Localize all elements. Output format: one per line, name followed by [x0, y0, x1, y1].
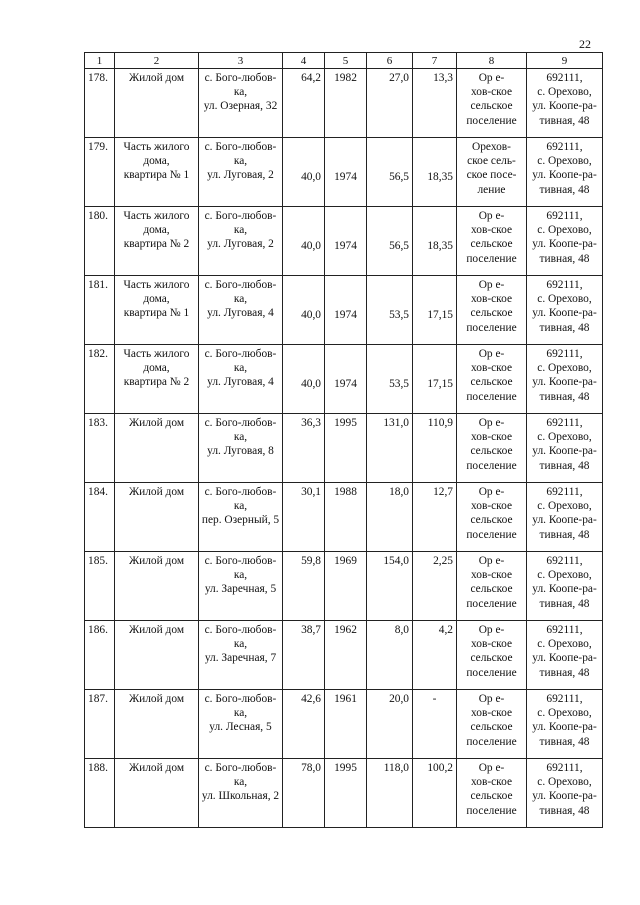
- cell-contact-line: 692111,: [546, 624, 583, 636]
- cell-owner-line: Ор е-: [478, 279, 505, 291]
- cell-owner-line: Ор е-: [478, 762, 505, 774]
- cell-contact-line: тивная, 48: [539, 528, 590, 541]
- cell-object-name-line: квартира № 2: [123, 376, 190, 389]
- cell-contact: [527, 345, 603, 414]
- cell-owner: [457, 138, 527, 207]
- cell-object-name-line: Часть жилого: [123, 141, 190, 153]
- cell-address-line: с. Бого-любов-: [204, 417, 277, 429]
- cell-contact: [527, 69, 603, 138]
- cell-owner-line: поселение: [466, 666, 517, 679]
- cell-number: 184.: [85, 483, 115, 552]
- cell-address-line: с. Бого-любов-: [204, 624, 277, 636]
- cell-owner-line: хов-ское: [470, 500, 513, 513]
- cell-contact-line: тивная, 48: [539, 321, 590, 334]
- table-row: [85, 414, 603, 483]
- cell-owner: [457, 483, 527, 552]
- table-body: [85, 69, 603, 828]
- column-header: 5: [325, 53, 367, 69]
- cell-address-line: пер. Озерный, 5: [201, 514, 280, 527]
- cell-area: 42,6: [283, 690, 325, 759]
- cell-value-6: 56,5: [367, 138, 413, 207]
- cell-contact-line: 692111,: [546, 210, 583, 222]
- cell-owner: [457, 276, 527, 345]
- cell-object-name: [115, 621, 199, 690]
- cell-owner-line: поселение: [466, 114, 517, 127]
- cell-address-line: ул. Луговая, 2: [207, 238, 274, 251]
- cell-number: 185.: [85, 552, 115, 621]
- cell-number: 186.: [85, 621, 115, 690]
- cell-contact: [527, 621, 603, 690]
- cell-contact-line: с. Орехово,: [537, 362, 592, 375]
- cell-owner-line: Орехов-: [472, 141, 511, 153]
- cell-owner-line: хов-ское: [470, 86, 513, 99]
- cell-object-name: [115, 414, 199, 483]
- cell-object-name-line: квартира № 1: [123, 307, 190, 320]
- cell-year: 1982: [325, 69, 367, 138]
- cell-contact: [527, 552, 603, 621]
- cell-value-7: -: [413, 690, 457, 759]
- cell-owner-line: ское посе-: [466, 169, 517, 182]
- cell-number: 179.: [85, 138, 115, 207]
- cell-value-6: 56,5: [367, 207, 413, 276]
- cell-object-name-line: Часть жилого: [123, 210, 190, 222]
- cell-object-name-line: Жилой дом: [128, 486, 185, 498]
- cell-contact: [527, 414, 603, 483]
- cell-address: [199, 621, 283, 690]
- cell-year: 1962: [325, 621, 367, 690]
- cell-address: [199, 69, 283, 138]
- cell-owner: [457, 69, 527, 138]
- cell-contact-line: ул. Коопе-ра-: [532, 652, 597, 665]
- cell-year: 1995: [325, 759, 367, 828]
- cell-owner-line: хов-ское: [470, 707, 513, 720]
- cell-year: 1974: [325, 345, 367, 414]
- page-number: 22: [579, 37, 591, 51]
- cell-address-line: с. Бого-любов-: [204, 348, 277, 360]
- cell-object-name: [115, 138, 199, 207]
- cell-year: 1961: [325, 690, 367, 759]
- cell-address-line: ка,: [233, 362, 248, 375]
- cell-owner-line: Ор е-: [478, 693, 505, 705]
- cell-owner-line: хов-ское: [470, 224, 513, 237]
- table-row: [85, 621, 603, 690]
- cell-owner: [457, 207, 527, 276]
- cell-owner-line: поселение: [466, 321, 517, 334]
- cell-contact-line: ул. Коопе-ра-: [532, 514, 597, 527]
- cell-address: [199, 759, 283, 828]
- cell-owner-line: сельское: [470, 583, 513, 596]
- cell-address-line: ул. Луговая, 4: [207, 376, 274, 389]
- cell-object-name: [115, 690, 199, 759]
- cell-object-name-line: Часть жилого: [123, 279, 190, 291]
- cell-object-name: [115, 483, 199, 552]
- cell-contact-line: ул. Коопе-ра-: [532, 100, 597, 113]
- cell-area: 36,3: [283, 414, 325, 483]
- cell-owner-line: сельское: [470, 100, 513, 113]
- cell-object-name-line: Жилой дом: [128, 417, 185, 429]
- cell-contact-line: с. Орехово,: [537, 569, 592, 582]
- cell-owner-line: поселение: [466, 735, 517, 748]
- cell-address-line: ул. Озерная, 32: [203, 100, 278, 113]
- cell-owner-line: хов-ское: [470, 569, 513, 582]
- cell-object-name-line: дома,: [143, 155, 170, 168]
- cell-contact: [527, 276, 603, 345]
- column-header-row: [85, 53, 603, 69]
- cell-address-line: ка,: [233, 293, 248, 306]
- cell-contact-line: ул. Коопе-ра-: [532, 169, 597, 182]
- cell-contact: [527, 207, 603, 276]
- cell-address-line: ул. Заречная, 7: [204, 652, 277, 665]
- cell-value-6: 18,0: [367, 483, 413, 552]
- cell-contact-line: 692111,: [546, 486, 583, 498]
- cell-address: [199, 690, 283, 759]
- cell-contact-line: тивная, 48: [539, 114, 590, 127]
- cell-address-line: с. Бого-любов-: [204, 141, 277, 153]
- cell-address-line: ул. Луговая, 8: [207, 445, 274, 458]
- cell-value-7: 100,2: [413, 759, 457, 828]
- column-header: 4: [283, 53, 325, 69]
- cell-address-line: ул. Луговая, 4: [207, 307, 274, 320]
- cell-object-name-line: дома,: [143, 224, 170, 237]
- cell-owner-line: поселение: [466, 528, 517, 541]
- cell-address: [199, 207, 283, 276]
- cell-owner-line: сельское: [470, 652, 513, 665]
- cell-owner-line: поселение: [466, 597, 517, 610]
- cell-area: 40,0: [283, 276, 325, 345]
- table-row: [85, 552, 603, 621]
- column-header: 8: [457, 53, 527, 69]
- cell-contact-line: ул. Коопе-ра-: [532, 721, 597, 734]
- cell-contact-line: тивная, 48: [539, 666, 590, 679]
- cell-address-line: с. Бого-любов-: [204, 555, 277, 567]
- cell-year: 1974: [325, 276, 367, 345]
- cell-address: [199, 345, 283, 414]
- cell-address: [199, 276, 283, 345]
- cell-year: 1988: [325, 483, 367, 552]
- cell-object-name-line: дома,: [143, 362, 170, 375]
- cell-area: 78,0: [283, 759, 325, 828]
- cell-value-7: 2,25: [413, 552, 457, 621]
- cell-year: 1995: [325, 414, 367, 483]
- cell-object-name-line: дома,: [143, 293, 170, 306]
- cell-contact-line: тивная, 48: [539, 735, 590, 748]
- cell-object-name-line: Жилой дом: [128, 762, 185, 774]
- cell-owner: [457, 621, 527, 690]
- cell-address-line: ка,: [233, 431, 248, 444]
- cell-contact-line: 692111,: [546, 72, 583, 84]
- cell-area: 40,0: [283, 138, 325, 207]
- cell-address-line: ка,: [233, 500, 248, 513]
- cell-address-line: ул. Школьная, 2: [201, 790, 280, 803]
- cell-year: 1969: [325, 552, 367, 621]
- cell-address-line: ул. Луговая, 2: [207, 169, 274, 182]
- cell-address: [199, 552, 283, 621]
- cell-object-name-line: Жилой дом: [128, 555, 185, 567]
- cell-owner-line: сельское: [470, 307, 513, 320]
- cell-owner-line: хов-ское: [470, 293, 513, 306]
- table-row: [85, 138, 603, 207]
- cell-value-7: 18,35: [413, 207, 457, 276]
- cell-address-line: ка,: [233, 224, 248, 237]
- cell-owner: [457, 345, 527, 414]
- cell-contact-line: ул. Коопе-ра-: [532, 790, 597, 803]
- cell-value-7: 12,7: [413, 483, 457, 552]
- cell-number: 182.: [85, 345, 115, 414]
- cell-owner-line: сельское: [470, 445, 513, 458]
- cell-owner-line: хов-ское: [470, 776, 513, 789]
- cell-number: 187.: [85, 690, 115, 759]
- cell-value-7: 17,15: [413, 276, 457, 345]
- cell-owner-line: поселение: [466, 252, 517, 265]
- cell-address-line: с. Бого-любов-: [204, 279, 277, 291]
- cell-contact-line: с. Орехово,: [537, 707, 592, 720]
- cell-owner-line: хов-ское: [470, 638, 513, 651]
- cell-contact-line: ул. Коопе-ра-: [532, 583, 597, 596]
- cell-object-name-line: Жилой дом: [128, 72, 185, 84]
- table-row: [85, 345, 603, 414]
- cell-owner-line: Ор е-: [478, 72, 505, 84]
- cell-address-line: ка,: [233, 776, 248, 789]
- column-header: 9: [527, 53, 603, 69]
- cell-value-6: 154,0: [367, 552, 413, 621]
- cell-object-name: [115, 759, 199, 828]
- cell-owner-line: поселение: [466, 804, 517, 817]
- cell-address-line: с. Бого-любов-: [204, 693, 277, 705]
- cell-owner: [457, 414, 527, 483]
- cell-address-line: с. Бого-любов-: [204, 72, 277, 84]
- cell-address-line: с. Бого-любов-: [204, 762, 277, 774]
- cell-owner-line: Ор е-: [478, 486, 505, 498]
- cell-owner-line: хов-ское: [470, 362, 513, 375]
- cell-value-7: 17,15: [413, 345, 457, 414]
- cell-address-line: с. Бого-любов-: [204, 486, 277, 498]
- cell-number: 188.: [85, 759, 115, 828]
- cell-contact-line: с. Орехово,: [537, 431, 592, 444]
- cell-contact-line: 692111,: [546, 762, 583, 774]
- cell-contact-line: с. Орехово,: [537, 155, 592, 168]
- cell-owner-line: сельское: [470, 514, 513, 527]
- cell-contact: [527, 483, 603, 552]
- cell-contact-line: ул. Коопе-ра-: [532, 445, 597, 458]
- property-registry-table: [84, 52, 603, 828]
- cell-contact-line: с. Орехово,: [537, 86, 592, 99]
- cell-contact-line: 692111,: [546, 279, 583, 291]
- cell-address-line: ка,: [233, 155, 248, 168]
- cell-contact-line: тивная, 48: [539, 597, 590, 610]
- cell-year: 1974: [325, 138, 367, 207]
- column-header: 3: [199, 53, 283, 69]
- cell-address: [199, 138, 283, 207]
- cell-contact-line: 692111,: [546, 555, 583, 567]
- cell-owner-line: сельское: [470, 790, 513, 803]
- cell-owner-line: Ор е-: [478, 210, 505, 222]
- cell-year: 1974: [325, 207, 367, 276]
- cell-contact: [527, 138, 603, 207]
- cell-contact-line: с. Орехово,: [537, 293, 592, 306]
- cell-value-7: 110,9: [413, 414, 457, 483]
- cell-address-line: ул. Заречная, 5: [204, 583, 277, 596]
- cell-contact: [527, 690, 603, 759]
- cell-area: 40,0: [283, 207, 325, 276]
- cell-owner-line: Ор е-: [478, 624, 505, 636]
- cell-contact-line: тивная, 48: [539, 804, 590, 817]
- cell-address-line: ка,: [233, 86, 248, 99]
- cell-number: 178.: [85, 69, 115, 138]
- cell-owner-line: сельское: [470, 721, 513, 734]
- cell-contact-line: 692111,: [546, 348, 583, 360]
- cell-contact: [527, 759, 603, 828]
- cell-value-7: 4,2: [413, 621, 457, 690]
- cell-contact-line: с. Орехово,: [537, 224, 592, 237]
- cell-address-line: ка,: [233, 569, 248, 582]
- cell-value-6: 53,5: [367, 345, 413, 414]
- cell-contact-line: с. Орехово,: [537, 638, 592, 651]
- cell-object-name-line: Жилой дом: [128, 624, 185, 636]
- cell-contact-line: тивная, 48: [539, 390, 590, 403]
- cell-object-name: [115, 276, 199, 345]
- cell-number: 181.: [85, 276, 115, 345]
- cell-value-6: 8,0: [367, 621, 413, 690]
- cell-contact-line: ул. Коопе-ра-: [532, 307, 597, 320]
- cell-contact-line: 692111,: [546, 141, 583, 153]
- column-header: 2: [115, 53, 199, 69]
- cell-value-7: 13,3: [413, 69, 457, 138]
- cell-contact-line: тивная, 48: [539, 459, 590, 472]
- cell-address: [199, 483, 283, 552]
- cell-owner-line: ское сель-: [467, 155, 516, 168]
- cell-contact-line: ул. Коопе-ра-: [532, 376, 597, 389]
- cell-object-name: [115, 69, 199, 138]
- cell-number: 183.: [85, 414, 115, 483]
- cell-value-7: 18,35: [413, 138, 457, 207]
- column-header: 6: [367, 53, 413, 69]
- column-header: 1: [85, 53, 115, 69]
- cell-owner: [457, 552, 527, 621]
- cell-contact-line: ул. Коопе-ра-: [532, 238, 597, 251]
- table-row: [85, 69, 603, 138]
- cell-contact-line: 692111,: [546, 417, 583, 429]
- cell-object-name: [115, 345, 199, 414]
- cell-contact-line: с. Орехово,: [537, 500, 592, 513]
- cell-area: 40,0: [283, 345, 325, 414]
- cell-owner-line: Ор е-: [478, 417, 505, 429]
- table-row: [85, 759, 603, 828]
- cell-owner-line: хов-ское: [470, 431, 513, 444]
- table-row: [85, 690, 603, 759]
- cell-owner: [457, 690, 527, 759]
- cell-value-6: 20,0: [367, 690, 413, 759]
- cell-owner-line: поселение: [466, 390, 517, 403]
- column-header: 7: [413, 53, 457, 69]
- cell-area: 30,1: [283, 483, 325, 552]
- cell-value-6: 53,5: [367, 276, 413, 345]
- cell-object-name-line: Жилой дом: [128, 693, 185, 705]
- cell-address-line: с. Бого-любов-: [204, 210, 277, 222]
- cell-address-line: ка,: [233, 638, 248, 651]
- cell-owner-line: поселение: [466, 459, 517, 472]
- cell-owner-line: сельское: [470, 238, 513, 251]
- cell-value-6: 27,0: [367, 69, 413, 138]
- cell-value-6: 118,0: [367, 759, 413, 828]
- cell-owner-line: Ор е-: [478, 348, 505, 360]
- cell-address-line: ул. Лесная, 5: [209, 721, 272, 734]
- cell-area: 38,7: [283, 621, 325, 690]
- cell-address: [199, 414, 283, 483]
- cell-contact-line: с. Орехово,: [537, 776, 592, 789]
- cell-contact-line: тивная, 48: [539, 183, 590, 196]
- cell-object-name-line: квартира № 1: [123, 169, 190, 182]
- cell-owner: [457, 759, 527, 828]
- cell-contact-line: 692111,: [546, 693, 583, 705]
- cell-contact-line: тивная, 48: [539, 252, 590, 265]
- table-row: [85, 276, 603, 345]
- cell-object-name: [115, 207, 199, 276]
- cell-value-6: 131,0: [367, 414, 413, 483]
- cell-owner-line: Ор е-: [478, 555, 505, 567]
- cell-owner-line: сельское: [470, 376, 513, 389]
- cell-object-name-line: Часть жилого: [123, 348, 190, 360]
- cell-object-name: [115, 552, 199, 621]
- table-row: [85, 207, 603, 276]
- cell-area: 59,8: [283, 552, 325, 621]
- cell-owner-line: ление: [477, 183, 506, 196]
- cell-area: 64,2: [283, 69, 325, 138]
- cell-address-line: ка,: [233, 707, 248, 720]
- cell-number: 180.: [85, 207, 115, 276]
- table-row: [85, 483, 603, 552]
- cell-object-name-line: квартира № 2: [123, 238, 190, 251]
